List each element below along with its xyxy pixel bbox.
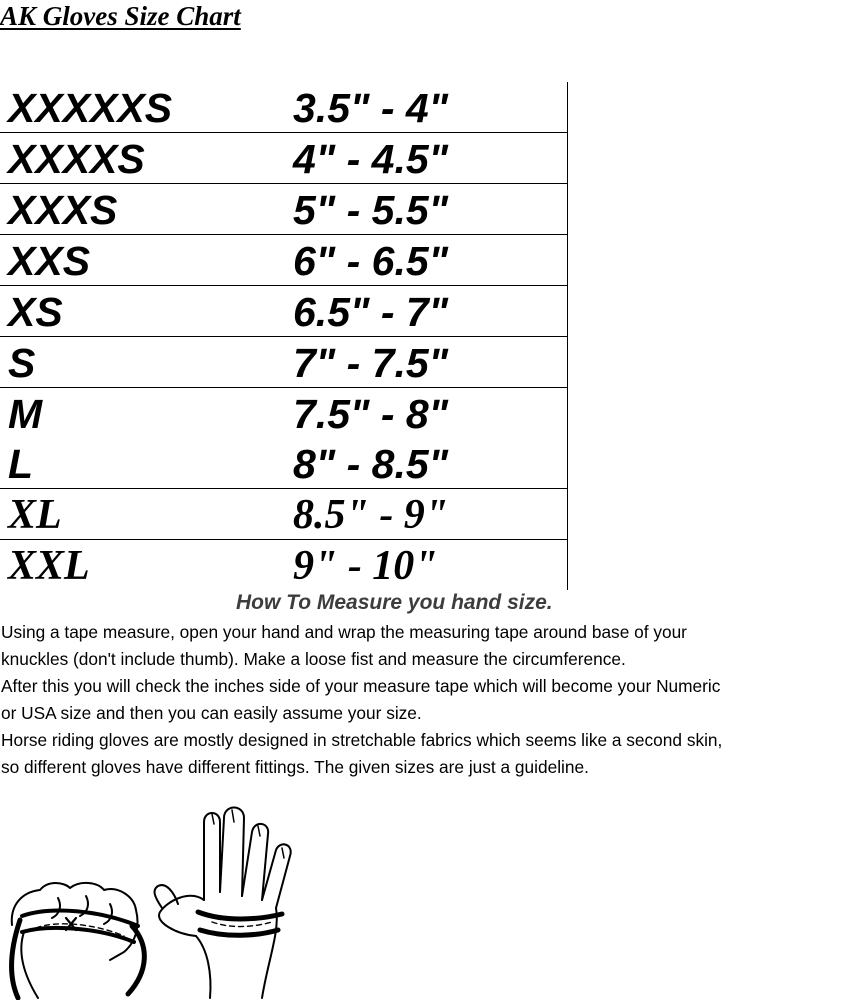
size-row [0, 438, 567, 489]
size-row [0, 235, 567, 286]
size-range: 6" - 6.5" [293, 238, 449, 284]
size-range: 8.5" - 9" [293, 492, 449, 538]
size-range: 3.5" - 4" [293, 85, 449, 131]
size-row [0, 82, 567, 133]
instruction-line: After this you will check the inches side of your measure tape which will become your Numeric [1, 676, 721, 696]
open-hand-measure-icon [155, 808, 291, 999]
size-row [0, 388, 567, 438]
size-range: 7" - 7.5" [293, 340, 449, 386]
size-table [0, 82, 568, 590]
size-row [0, 540, 567, 590]
size-label: L [8, 441, 34, 487]
size-range: 8" - 8.5" [293, 441, 449, 487]
size-range: 7.5" - 8" [293, 391, 449, 437]
size-range: 5" - 5.5" [293, 187, 449, 233]
size-label: XXL [8, 543, 90, 589]
size-label: M [8, 391, 43, 437]
size-label: XS [8, 289, 63, 335]
instruction-line: or USA size and then you can easily assume your size. [1, 703, 422, 723]
instruction-line: Horse riding gloves are mostly designed in stretchable fabrics which seems like a second skin, [1, 730, 723, 750]
size-range: 9" - 10" [293, 543, 438, 589]
size-label: XXXXXS [8, 85, 173, 131]
instruction-line: Using a tape measure, open your hand and wrap the measuring tape around base of your [1, 622, 687, 642]
size-range: 4" - 4.5" [293, 136, 449, 182]
page-title: AK Gloves Size Chart [0, 1, 241, 31]
size-label: S [8, 340, 36, 386]
size-label: XXXS [8, 187, 118, 233]
size-label: XXS [8, 238, 91, 284]
size-row [0, 184, 567, 235]
size-label: XXXXS [8, 136, 145, 182]
hand-measure-illustration [0, 800, 330, 1000]
fist-measure-icon [11, 883, 144, 998]
size-range: 6.5" - 7" [293, 289, 449, 335]
size-row [0, 337, 567, 388]
measure-instructions [1, 619, 853, 781]
size-row [0, 133, 567, 184]
instruction-line: so different gloves have different fittings. The given sizes are just a guideline. [1, 757, 589, 777]
measure-heading: How To Measure you hand size. [236, 591, 553, 614]
instruction-line: knuckles (don't include thumb). Make a loose fist and measure the circumference. [1, 649, 626, 669]
size-label: XL [8, 492, 62, 538]
size-row [0, 489, 567, 540]
size-row [0, 286, 567, 337]
